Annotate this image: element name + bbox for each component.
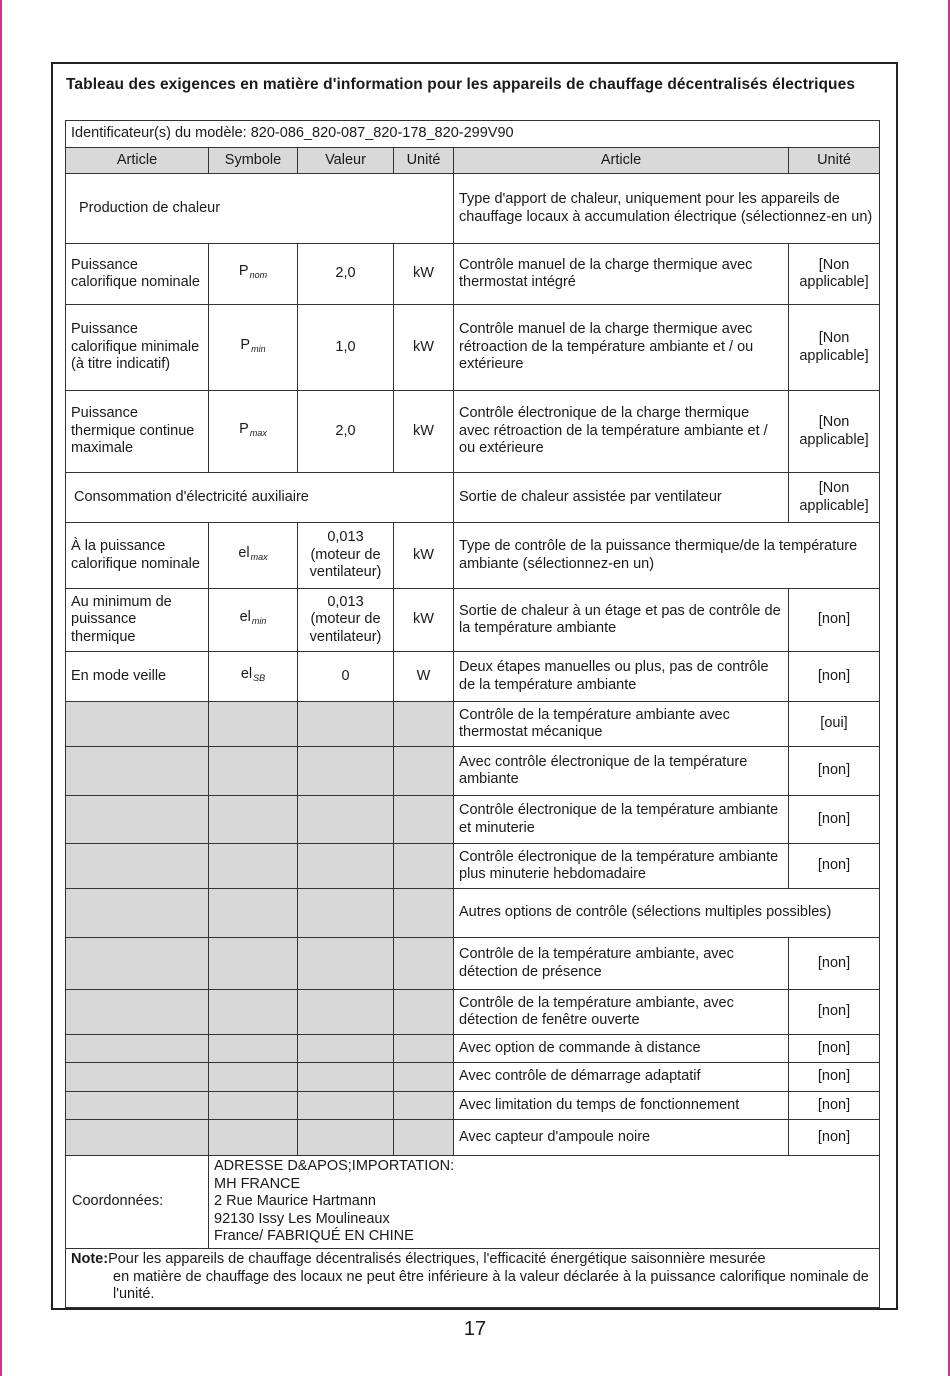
grey-cell xyxy=(298,889,394,938)
grey-cell xyxy=(66,938,209,990)
control-value: [non] xyxy=(789,796,880,844)
grey-cell xyxy=(66,1035,209,1063)
header-article: Article xyxy=(66,148,209,174)
option-value: [non] xyxy=(789,1120,880,1156)
row-elmin-label: Au minimum de puissance thermique xyxy=(66,589,209,652)
unit-elsb: W xyxy=(394,652,454,702)
contact-address xyxy=(209,1156,880,1249)
grey-cell xyxy=(66,889,209,938)
page-edge-left xyxy=(0,0,2,1376)
manual-charge-feedback: Contrôle manuel de la charge thermique avec rétroaction de la température ambiante et / ou extérieure xyxy=(454,305,789,391)
grey-cell xyxy=(209,747,298,796)
option-item: Contrôle de la température ambiante, avec détection de présence xyxy=(454,938,789,990)
aux-consumption-label: Consommation d'électricité auxiliaire xyxy=(66,473,454,523)
header-unite-right: Unité xyxy=(789,148,880,174)
control-type-text: Type de contrôle de la puissance thermique/de la température ambiante (sélectionnez-en un) xyxy=(454,523,880,589)
grey-cell xyxy=(298,1120,394,1156)
header-valeur: Valeur xyxy=(298,148,394,174)
grey-cell xyxy=(394,747,454,796)
grey-cell xyxy=(209,1120,298,1156)
other-options-label: Autres options de contrôle (sélections multiples possibles) xyxy=(454,889,880,938)
grey-cell xyxy=(66,844,209,889)
control-item: Contrôle électronique de la température ambiante plus minuterie hebdomadaire xyxy=(454,844,789,889)
grey-cell xyxy=(209,844,298,889)
control-value: [non] xyxy=(789,844,880,889)
fan-assisted-output-value: [Non applicable] xyxy=(789,473,880,523)
symbol-pnom: $P_{nom}$ xyxy=(209,244,298,305)
option-value: [non] xyxy=(789,1092,880,1120)
address-line: MH FRANCE xyxy=(214,1175,301,1192)
option-value: [non] xyxy=(789,1063,880,1092)
manual-charge-feedback-value: [Non applicable] xyxy=(789,305,880,391)
value-elmin: 0,013 (moteur de ventilateur) xyxy=(298,589,394,652)
row-elmax-label: À la puissance calorifique nominale xyxy=(66,523,209,589)
two-stage-manual-value: [non] xyxy=(789,652,880,702)
symbol-elmin: $el_{min}$ xyxy=(209,589,298,652)
value-pmin: 1,0 xyxy=(298,305,394,391)
option-item: Avec limitation du temps de fonctionnement xyxy=(454,1092,789,1120)
grey-cell xyxy=(66,1120,209,1156)
unit-elmax: kW xyxy=(394,523,454,589)
grey-cell xyxy=(298,938,394,990)
grey-cell xyxy=(66,1092,209,1120)
electronic-charge-feedback-value: [Non applicable] xyxy=(789,391,880,473)
grey-cell xyxy=(298,796,394,844)
option-item: Avec option de commande à distance xyxy=(454,1035,789,1063)
single-stage-output: Sortie de chaleur à un étage et pas de contrôle de la température ambiante xyxy=(454,589,789,652)
grey-cell xyxy=(298,747,394,796)
unit-elmin: kW xyxy=(394,589,454,652)
note xyxy=(66,1248,880,1307)
grey-cell xyxy=(209,938,298,990)
grey-cell xyxy=(66,702,209,747)
value-elmax: 0,013 (moteur de ventilateur) xyxy=(298,523,394,589)
address-line: ADRESSE D&APOS;IMPORTATION: xyxy=(214,1158,455,1174)
grey-cell xyxy=(209,889,298,938)
header-symbole: Symbole xyxy=(209,148,298,174)
grey-cell xyxy=(394,796,454,844)
address-line: 92130 Issy Les Moulineaux xyxy=(214,1210,390,1227)
control-value: [non] xyxy=(789,747,880,796)
note-body: en matière de chauffage des locaux ne peut être inférieure à la valeur déclarée à la puissance calorifique nominale de l'unité. xyxy=(113,1268,869,1303)
grey-cell xyxy=(394,938,454,990)
grey-cell xyxy=(66,747,209,796)
grey-cell xyxy=(298,1092,394,1120)
row-max-label: Puissance thermique continue maximale xyxy=(66,391,209,473)
option-item: Avec capteur d'ampoule noire xyxy=(454,1120,789,1156)
grey-cell xyxy=(298,990,394,1035)
model-identifier: Identificateur(s) du modèle: 820-086_820-087_820-178_820-299V90 xyxy=(66,121,880,148)
grey-cell xyxy=(394,1063,454,1092)
option-value: [non] xyxy=(789,990,880,1035)
contact-label: Coordonnées: xyxy=(66,1156,209,1249)
grey-cell xyxy=(209,702,298,747)
symbol-pmin: $P_{min}$ xyxy=(209,305,298,391)
row-min-label: Puissance calorifique minimale (à titre indicatif) xyxy=(66,305,209,391)
grey-cell xyxy=(394,889,454,938)
grey-cell xyxy=(394,1092,454,1120)
grey-cell xyxy=(66,990,209,1035)
option-item: Contrôle de la température ambiante, avec détection de fenêtre ouverte xyxy=(454,990,789,1035)
address-line: 2 Rue Maurice Hartmann xyxy=(214,1193,376,1209)
single-stage-output-value: [non] xyxy=(789,589,880,652)
grey-cell xyxy=(209,1063,298,1092)
value-pmax: 2,0 xyxy=(298,391,394,473)
heat-output-label: Production de chaleur xyxy=(66,174,454,244)
symbol-pmax: $P_{max}$ xyxy=(209,391,298,473)
header-unite: Unité xyxy=(394,148,454,174)
grey-cell xyxy=(209,796,298,844)
note-label: Note: xyxy=(71,1251,109,1268)
heat-input-type-text: Type d'apport de chaleur, uniquement pour les appareils de chauffage locaux à accumulation électrique (sélectionnez-en un) xyxy=(454,174,880,244)
page-number: 17 xyxy=(463,1318,487,1340)
option-item: Avec contrôle de démarrage adaptatif xyxy=(454,1063,789,1092)
grey-cell xyxy=(298,1035,394,1063)
information-requirements-table xyxy=(65,120,880,1308)
document-title: Tableau des exigences en matière d'information pour les appareils de chauffage décentralisés électriques xyxy=(66,76,856,93)
symbol-elsb: $el_{SB}$ xyxy=(209,652,298,702)
value-elsb: 0 xyxy=(298,652,394,702)
two-stage-manual: Deux étapes manuelles ou plus, pas de contrôle de la température ambiante xyxy=(454,652,789,702)
grey-cell xyxy=(209,1092,298,1120)
electronic-charge-feedback: Contrôle électronique de la charge thermique avec rétroaction de la température ambiante et / ou extérieure xyxy=(454,391,789,473)
address-line: France/ FABRIQUÉ EN CHINE xyxy=(214,1228,414,1244)
row-nominal-label: Puissance calorifique nominale xyxy=(66,244,209,305)
grey-cell xyxy=(209,990,298,1035)
note-first-line: Pour les appareils de chauffage décentralisés électriques, l'efficacité énergétique saisonnière mesurée xyxy=(108,1251,766,1268)
grey-cell xyxy=(66,796,209,844)
value-pnom: 2,0 xyxy=(298,244,394,305)
grey-cell xyxy=(209,1035,298,1063)
option-value: [non] xyxy=(789,1035,880,1063)
grey-cell xyxy=(298,702,394,747)
grey-cell xyxy=(394,1120,454,1156)
unit-pmax: kW xyxy=(394,391,454,473)
header-article-right: Article xyxy=(454,148,789,174)
control-item: Avec contrôle électronique de la température ambiante xyxy=(454,747,789,796)
control-item: Contrôle de la température ambiante avec thermostat mécanique xyxy=(454,702,789,747)
manual-charge-thermostat-value: [Non applicable] xyxy=(789,244,880,305)
manual-charge-thermostat: Contrôle manuel de la charge thermique avec thermostat intégré xyxy=(454,244,789,305)
symbol-elmax: $el_{max}$ xyxy=(209,523,298,589)
control-item: Contrôle électronique de la température ambiante et minuterie xyxy=(454,796,789,844)
grey-cell xyxy=(394,844,454,889)
grey-cell xyxy=(298,1063,394,1092)
unit-pmin: kW xyxy=(394,305,454,391)
option-value: [non] xyxy=(789,938,880,990)
grey-cell xyxy=(66,1063,209,1092)
control-value: [oui] xyxy=(789,702,880,747)
grey-cell xyxy=(394,1035,454,1063)
grey-cell xyxy=(394,990,454,1035)
grey-cell xyxy=(394,702,454,747)
fan-assisted-output: Sortie de chaleur assistée par ventilateur xyxy=(454,473,789,523)
row-standby-label: En mode veille xyxy=(66,652,209,702)
unit-pnom: kW xyxy=(394,244,454,305)
grey-cell xyxy=(298,844,394,889)
